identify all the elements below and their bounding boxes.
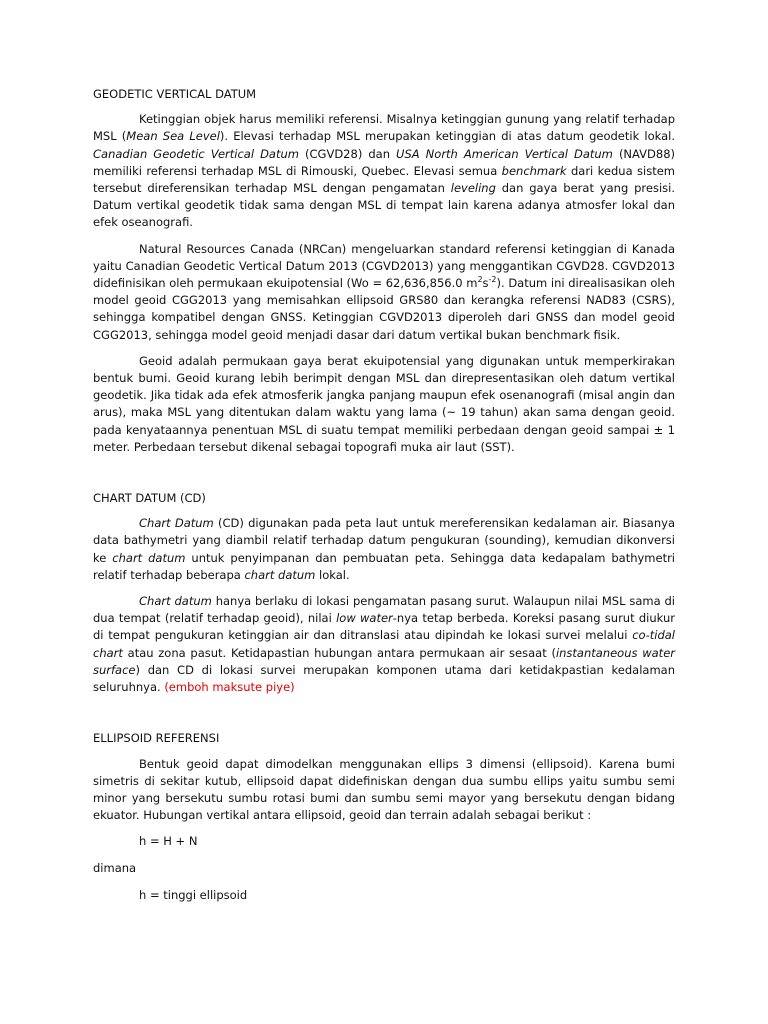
italic-term: benchmark <box>501 163 567 178</box>
section-heading: ELLIPSOID REFERENSI <box>93 731 220 746</box>
italic-term: USA North American Vertical Datum <box>396 146 613 161</box>
section-ellipsoid-referensi <box>93 730 675 904</box>
italic-term: chart datum <box>244 567 316 582</box>
text-run: dan gaya berat yang presisi. Datum vertikal geodetik tidak sama dengan MSL di tempat lain karena adanya atmosfer lokal dan efek oseanografi. <box>93 181 675 230</box>
superscript: 2 <box>477 275 483 285</box>
paragraph <box>93 241 675 344</box>
text-run: hanya berlaku di lokasi pengamatan pasang surut. Walaupun nilai MSL sama di dua tempat (relatif terhadap geoid), nilai <box>93 594 676 626</box>
section-heading: GEODETIC VERTICAL DATUM <box>93 87 257 101</box>
italic-term: Canadian Geodetic Vertical Datum <box>93 146 299 161</box>
text-run: (CD) digunakan pada peta laut untuk mereferensikan kedalaman air. Biasanya data bathymetri yang diambil relatif terhadap datum pengukuran (sounding), kemudian dikonversi ke <box>93 516 675 565</box>
formula: h = H + N <box>139 834 198 849</box>
red-note: (emboh maksute piye) <box>164 680 295 695</box>
text-run: atau zona pasut. Ketidapastian hubungan antara permukaan air sesaat ( <box>122 645 556 660</box>
definition: h = tinggi ellipsoid <box>139 887 248 902</box>
paragraph <box>93 756 675 825</box>
text-run: Geoid adalah permukaan gaya berat ekuipotensial yang digunakan untuk memperkirakan bentuk bumi. Geoid kurang lebih berimpit dengan MSL dan direpresentasikan oleh datum vertikal geodetik. Jika tidak ada efek atmosferik jangka panjang maupun efek osenanografi (misal angin dan arus), maka MSL yang ditentukan dalam waktu yang lama (~ 19 tahun) akan sama dengan geoid. pada kenyataannya penentuan MSL di suatu tempat memiliki perbedaan dengan geoid sampai ± 1 meter. Perbedaan tersebut dikenal sebagai topografi muka air laut (SST). <box>93 353 675 454</box>
section-heading: CHART DATUM (CD) <box>93 491 206 506</box>
italic-term: Chart Datum <box>139 516 214 531</box>
text-run: dari kedua sistem tersebut direferensikan terhadap MSL dengan pengamatan <box>93 163 675 196</box>
italic-term: leveling <box>450 181 496 196</box>
superscript: -2 <box>488 275 497 285</box>
text-run: Natural Resources Canada (NRCan) mengeluarkan standard referensi ketinggian di Kanada yaitu Canadian Geodetic Vertical Datum 2013 (CGVD2013) yang menggantikan CGVD28. CGVD2013 didefinisikan oleh permukaan ekuipotensial (Wo = 62,636,856.0 m <box>93 241 675 291</box>
text-run: ) dan CD di lokasi survei merupakan komponen utama dari ketidakpastian kedalaman seluruhnya. <box>93 662 675 695</box>
section-geodetic-vertical-datum <box>93 86 675 456</box>
italic-term: Mean Sea Level <box>126 129 220 144</box>
text-run: lokal. <box>315 567 350 582</box>
text-run: untuk penyimpanan dan pembuatan peta. Sehingga data kedapalam bathymetri relatif terhadap beberapa <box>93 550 676 582</box>
italic-term: co-tidal chart <box>93 628 675 660</box>
paragraph <box>93 515 675 584</box>
italic-term: Chart datum <box>139 594 212 609</box>
section-chart-datum <box>93 490 675 696</box>
where-label: dimana <box>93 860 137 875</box>
paragraph <box>93 593 675 696</box>
text-run: ). Elevasi terhadap MSL merupakan ketinggian di atas datum geodetik lokal. <box>219 129 675 144</box>
text-run: Bentuk geoid dapat dimodelkan menggunakan ellips 3 dimensi (ellipsoid). Karena bumi simetris di sekitar kutub, ellipsoid dapat didefiniskan dengan dua sumbu ellips yaitu sumbu semi minor yang bersekutu sumbu rotasi bumi dan sumbu semi mayor yang bersekutu dengan bidang ekuator. Hubungan vertikal antara ellipsoid, geoid dan terrain adalah sebagai berikut : <box>93 756 675 823</box>
text-run: (CGVD28) dan <box>298 146 397 161</box>
text-run: -nya tetap berbeda. Koreksi pasang surut diukur di tempat pengukuran ketinggian air dan ditranslasi atau dipindah ke lokasi survei melalui <box>93 611 675 643</box>
italic-term: low water <box>336 611 393 626</box>
text-run: ). Datum ini direalisasikan oleh model geoid CGG2013 yang memisahkan ellipsoid GRS80 dan kerangka referensi NAD83 (CSRS), sehingga kompatibel dengan GNSS. Ketinggian CGVD2013 diperoleh dari GNSS dan model geoid CGG2013, sehingga model geoid menjadi dasar dari datum vertikal bukan benchmark fisik. <box>93 276 675 342</box>
paragraph <box>93 353 675 456</box>
text-run: s <box>482 276 489 291</box>
italic-term: instantaneous water surface <box>93 645 675 677</box>
text-run: Ketinggian objek harus memiliki referensi. Misalnya ketinggian gunung yang relatif terhadap MSL ( <box>93 112 675 144</box>
text-run: (NAVD88) memiliki referensi terhadap MSL di Rimouski, Quebec. Elevasi semua <box>93 146 676 178</box>
italic-term: chart datum <box>112 550 186 565</box>
paragraph <box>93 111 675 231</box>
